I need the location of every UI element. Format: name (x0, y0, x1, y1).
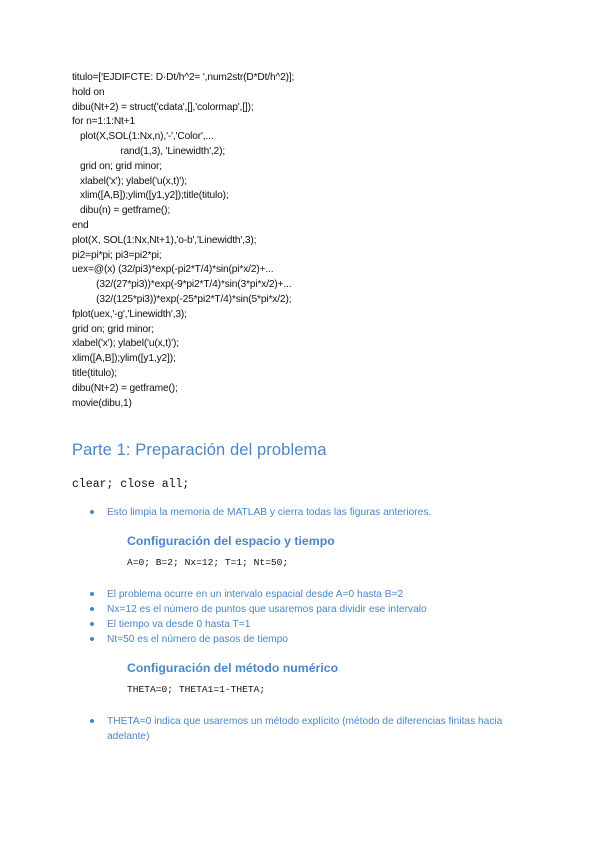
list-item (90, 617, 530, 632)
code-line: dibu(Nt+2) = getframe(); (72, 382, 178, 394)
list-item-text: THETA=0 indica que usaremos un método explícito (método de diferencias finitas hacia adelante) (107, 716, 503, 742)
bullet-dot-icon (90, 510, 94, 514)
code-line: fplot(uex,'-g','Linewidth',3); (72, 308, 187, 320)
code-line: pi2=pi*pi; pi3=pi2*pi; (72, 249, 162, 261)
code-line: xlabel('x'); ylabel('u(x,t)'); (72, 175, 187, 187)
list-item-text: Nx=12 es el número de puntos que usaremos para dividir ese intervalo (107, 604, 427, 615)
code-line: hold on (72, 86, 105, 98)
matlab-code-block (72, 71, 294, 411)
code-line: title(titulo); (72, 367, 117, 379)
intro-bullet-list (90, 505, 530, 520)
code-line: xlabel('x'); ylabel('u(x,t)'); (72, 338, 179, 350)
list-item (90, 602, 530, 617)
code-line: dibu(n) = getframe(); (72, 205, 171, 217)
bullet-dot-icon (90, 637, 94, 641)
list-item-text: Esto limpia la memoria de MATLAB y cierra todas las figuras anteriores. (107, 507, 432, 518)
method-bullet-list (90, 714, 520, 744)
list-item-text: Nt=50 es el número de pasos de tiempo (107, 634, 288, 645)
bullet-dot-icon (90, 719, 94, 723)
code-line: (32/(125*pi3))*exp(-25*pi2*T/4)*sin(5*pi*x/2); (72, 293, 292, 305)
code-line: movie(dibu,1) (72, 397, 132, 409)
list-item-text: El problema ocurre en un intervalo espacial desde A=0 hasta B=2 (107, 589, 404, 600)
list-item (90, 632, 530, 647)
code-line: grid on; grid minor; (72, 323, 154, 335)
code-line: dibu(Nt+2) = struct('cdata',[],'colormap',[]); (72, 101, 254, 113)
list-item-text: El tiempo va desde 0 hasta T=1 (107, 619, 251, 630)
list-item (90, 714, 520, 744)
list-item (90, 505, 530, 520)
bullet-dot-icon (90, 607, 94, 611)
bullet-dot-icon (90, 622, 94, 626)
code-line: titulo=['EJDIFCTE: D·Dt/h^2= ',num2str(D*Dt/h^2)]; (72, 72, 295, 83)
code-line: rand(1,3), 'Linewidth',2); (72, 145, 225, 157)
code-line: uex=@(x) (32/pi3)*exp(-pi2*T/4)*sin(pi*x/2)+... (72, 264, 274, 276)
code-line: end (72, 219, 89, 231)
clear-command-code: clear; close all; (72, 478, 190, 491)
space-time-bullet-list (90, 587, 530, 647)
code-line: for n=1:1:Nt+1 (72, 116, 136, 128)
method-code: THETA=0; THETA1=1-THETA; (127, 684, 266, 695)
code-line: xlim([A,B]);ylim([y1,y2]); (72, 353, 176, 365)
bullet-dot-icon (90, 592, 94, 596)
section-heading: Parte 1: Preparación del problema (72, 441, 327, 459)
code-line: xlim([A,B]);ylim([y1,y2]);title(titulo); (72, 190, 229, 202)
code-line: plot(X, SOL(1:Nx,Nt+1),'o-b','Linewidth',3); (72, 234, 257, 246)
list-item (90, 587, 530, 602)
space-time-code: A=0; B=2; Nx=12; T=1; Nt=50; (127, 557, 289, 568)
method-heading: Configuración del método numérico (127, 661, 339, 675)
space-time-heading: Configuración del espacio y tiempo (127, 534, 335, 548)
code-line: plot(X,SOL(1:Nx,n),'-','Color',... (72, 131, 214, 143)
code-line: grid on; grid minor; (72, 160, 162, 172)
code-line: (32/(27*pi3))*exp(-9*pi2*T/4)*sin(3*pi*x/2)+... (72, 279, 292, 291)
